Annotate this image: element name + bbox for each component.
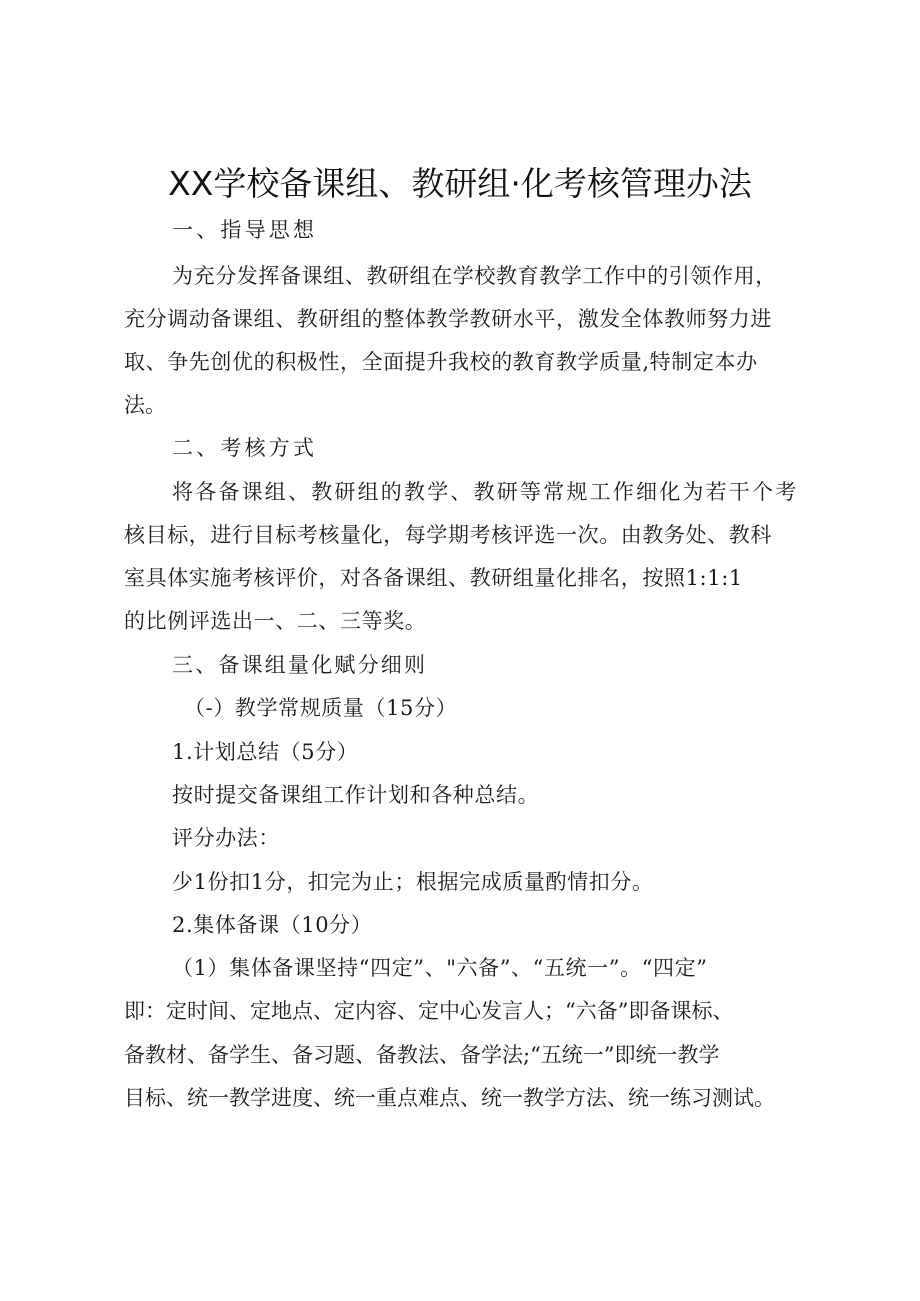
- paragraph-line: 取、争先创优的积极性，全面提升我校的教育教学质量,特制定本办: [124, 350, 758, 374]
- subsection-heading: （-）教学常规质量（15分）: [184, 696, 458, 720]
- paragraph-line: 室具体实施考核评价，对各备课组、教研组量化排名，按照1:1:1: [124, 566, 743, 590]
- paragraph-line: 的比例评选出一、二、三等奖。: [124, 609, 427, 633]
- document-title: XX学校备课组、教研组·化考核管理办法: [168, 164, 752, 203]
- paragraph-line: 按时提交备课组工作计划和各种总结。: [172, 783, 540, 807]
- item-heading: 2.集体备课（10分）: [172, 913, 373, 937]
- paragraph-line: 核目标，进行目标考核量化，每学期考核评选一次。由教务处、教科: [124, 523, 772, 547]
- paragraph-line: 少1份扣1分，扣完为止；根据完成质量酌情扣分。: [172, 870, 654, 894]
- paragraph-line: 评分办法：: [172, 826, 280, 850]
- paragraph-line: 将各备课组、教研组的教学、教研等常规工作细化为若干个考: [172, 480, 799, 504]
- item-heading: 1.计划总结（5分）: [172, 740, 359, 764]
- paragraph-line: 法。: [124, 393, 166, 417]
- paragraph-line: 充分调动备课组、教研组的整体教学教研水平，激发全体教师努力进: [124, 307, 772, 331]
- paragraph-line: 备教材、备学生、备习题、备教法、备学法;“五统一”即统一教学: [124, 1043, 720, 1067]
- section-heading-scoring-rules: 三、备课组量化赋分细则: [172, 653, 428, 677]
- paragraph-line: 即：定时间、定地点、定内容、定中心发言人；“六备”即备课标、: [124, 999, 734, 1023]
- section-heading-assessment-method: 二、考核方式: [172, 436, 318, 460]
- section-heading-guiding-thought: 一、指导思想: [172, 218, 318, 242]
- paragraph-line: 为充分发挥备课组、教研组在学校教育教学工作中的引领作用，: [172, 264, 777, 288]
- paragraph-line: （1）集体备课坚持“四定”、"六备”、“五统一”。“四定”: [172, 956, 708, 980]
- paragraph-line: 目标、统一教学进度、统一重点难点、统一教学方法、统一练习测试。: [124, 1086, 775, 1110]
